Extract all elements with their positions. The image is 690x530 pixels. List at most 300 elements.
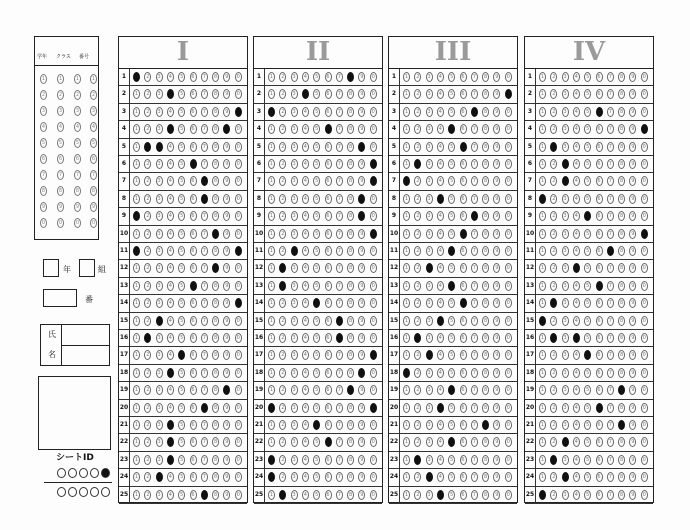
id-digit-bubble[interactable]: 0 (75, 220, 80, 226)
answer-bubble[interactable]: 2 (281, 352, 285, 359)
answer-bubble[interactable]: 4 (168, 352, 172, 359)
answer-bubble[interactable]: 2 (146, 300, 150, 307)
answer-bubble[interactable]: 2 (281, 300, 285, 307)
answer-bubble[interactable]: 2 (281, 265, 285, 272)
answer-bubble[interactable]: 9 (225, 300, 229, 307)
answer-bubble[interactable]: 3 (427, 91, 431, 98)
answer-bubble[interactable]: 8 (484, 456, 488, 463)
answer-bubble[interactable]: 5 (315, 248, 319, 254)
answer-bubble[interactable]: 6 (326, 352, 330, 359)
answer-bubble[interactable]: 9 (495, 265, 499, 272)
answer-bubble[interactable]: 6 (191, 161, 195, 167)
answer-bubble[interactable]: 7 (608, 265, 612, 272)
answer-bubble[interactable]: 4 (168, 439, 172, 446)
answer-bubble[interactable]: 4 (303, 491, 307, 498)
answer-bubble[interactable]: 9 (360, 300, 364, 307)
answer-bubble[interactable]: 8 (620, 352, 624, 359)
answer-bubble[interactable]: 7 (202, 439, 206, 446)
answer-bubble[interactable]: 1 (269, 491, 274, 498)
answer-bubble[interactable]: 7 (202, 108, 206, 115)
answer-bubble[interactable]: 0 (371, 369, 375, 376)
answer-bubble[interactable]: 6 (597, 143, 601, 150)
answer-bubble[interactable]: 7 (608, 317, 612, 324)
answer-bubble[interactable]: 0 (236, 213, 240, 220)
answer-bubble[interactable]: 4 (438, 213, 442, 220)
answer-bubble[interactable]: 0 (506, 404, 510, 411)
answer-bubble[interactable]: 7 (337, 335, 341, 341)
answer-bubble[interactable]: 2 (552, 230, 556, 237)
answer-bubble[interactable]: 3 (157, 422, 161, 428)
answer-bubble[interactable]: 9 (631, 91, 635, 98)
answer-bubble[interactable]: 6 (191, 213, 195, 220)
answer-bubble[interactable]: 3 (563, 213, 567, 220)
answer-bubble[interactable]: 1 (404, 352, 409, 359)
answer-bubble[interactable]: 1 (134, 422, 139, 428)
answer-bubble[interactable]: 7 (608, 439, 612, 446)
answer-bubble[interactable]: 5 (315, 300, 319, 307)
answer-bubble[interactable]: 7 (472, 369, 476, 376)
answer-bubble[interactable]: 6 (461, 213, 465, 220)
answer-bubble[interactable]: 4 (168, 300, 172, 307)
answer-bubble[interactable]: 8 (349, 126, 353, 133)
answer-bubble[interactable]: 8 (349, 178, 353, 185)
answer-bubble[interactable]: 5 (586, 439, 590, 446)
answer-bubble[interactable]: 2 (416, 369, 420, 376)
answer-bubble[interactable]: 6 (461, 300, 465, 307)
answer-bubble[interactable]: 8 (214, 369, 218, 376)
answer-bubble[interactable]: 5 (450, 387, 454, 394)
answer-bubble[interactable]: 9 (495, 126, 499, 133)
answer-bubble[interactable]: 3 (292, 91, 296, 98)
answer-bubble[interactable]: 2 (281, 387, 285, 394)
answer-bubble[interactable]: 5 (586, 178, 590, 185)
answer-bubble[interactable]: 0 (371, 74, 375, 80)
answer-bubble[interactable]: 3 (427, 178, 431, 185)
answer-bubble[interactable]: 5 (450, 335, 454, 341)
answer-bubble[interactable]: 0 (371, 282, 375, 289)
answer-bubble[interactable]: 9 (631, 474, 635, 481)
answer-bubble[interactable]: 2 (416, 143, 420, 150)
answer-bubble[interactable]: 7 (337, 456, 341, 463)
answer-bubble[interactable]: 0 (236, 439, 240, 446)
answer-bubble[interactable]: 8 (214, 282, 218, 289)
answer-bubble[interactable]: 1 (269, 143, 274, 150)
answer-bubble[interactable]: 9 (225, 282, 229, 289)
answer-bubble[interactable]: 7 (202, 230, 206, 237)
answer-bubble[interactable]: 6 (461, 456, 465, 463)
answer-bubble[interactable]: 0 (506, 126, 510, 133)
id-digit-bubble[interactable]: 4 (75, 124, 80, 130)
answer-bubble[interactable]: 0 (642, 230, 646, 237)
answer-bubble[interactable]: 3 (292, 195, 296, 202)
answer-bubble[interactable]: 3 (563, 195, 567, 202)
answer-bubble[interactable]: 0 (371, 352, 375, 359)
answer-bubble[interactable]: 1 (540, 230, 545, 237)
answer-bubble[interactable]: 3 (157, 439, 161, 446)
answer-bubble[interactable]: 3 (157, 474, 161, 481)
answer-bubble[interactable]: 5 (315, 161, 319, 167)
answer-bubble[interactable]: 8 (620, 108, 624, 115)
answer-bubble[interactable]: 8 (484, 178, 488, 185)
answer-bubble[interactable]: 0 (236, 143, 240, 150)
answer-bubble[interactable]: 0 (371, 248, 375, 254)
answer-bubble[interactable]: 0 (506, 491, 510, 498)
id-digit-bubble[interactable]: 9 (91, 204, 96, 210)
answer-bubble[interactable]: 5 (586, 108, 590, 115)
id-digit-bubble[interactable]: 5 (41, 140, 46, 146)
answer-bubble[interactable]: 4 (438, 178, 442, 185)
answer-bubble[interactable]: 6 (191, 352, 195, 359)
answer-bubble[interactable]: 7 (202, 195, 206, 202)
answer-bubble[interactable]: 5 (450, 352, 454, 359)
answer-bubble[interactable]: 6 (597, 422, 601, 428)
answer-bubble[interactable]: 0 (642, 248, 646, 254)
id-digit-bubble[interactable]: 5 (91, 140, 96, 146)
answer-bubble[interactable]: 8 (214, 335, 218, 341)
answer-bubble[interactable]: 1 (404, 265, 409, 272)
answer-bubble[interactable]: 2 (552, 300, 556, 307)
answer-bubble[interactable]: 3 (157, 126, 161, 133)
answer-bubble[interactable]: 6 (597, 317, 601, 324)
answer-bubble[interactable]: 4 (168, 335, 172, 341)
answer-bubble[interactable]: 1 (540, 439, 545, 446)
answer-bubble[interactable]: 7 (337, 439, 341, 446)
answer-bubble[interactable]: 7 (202, 213, 206, 220)
answer-bubble[interactable]: 0 (236, 178, 240, 185)
answer-bubble[interactable]: 5 (315, 265, 319, 272)
answer-bubble[interactable]: 9 (631, 248, 635, 254)
answer-bubble[interactable]: 4 (168, 126, 172, 133)
answer-bubble[interactable]: 1 (134, 248, 139, 254)
answer-bubble[interactable]: 3 (563, 143, 567, 150)
answer-bubble[interactable]: 8 (484, 108, 488, 115)
answer-bubble[interactable]: 1 (540, 195, 545, 202)
answer-bubble[interactable]: 3 (563, 491, 567, 498)
answer-bubble[interactable]: 3 (427, 248, 431, 254)
answer-bubble[interactable]: 1 (269, 126, 274, 133)
answer-bubble[interactable]: 4 (438, 317, 442, 324)
answer-bubble[interactable]: 6 (191, 230, 195, 237)
answer-bubble[interactable]: 6 (461, 91, 465, 98)
answer-bubble[interactable]: 1 (540, 143, 545, 150)
answer-bubble[interactable]: 3 (292, 161, 296, 167)
answer-bubble[interactable]: 7 (608, 387, 612, 394)
answer-bubble[interactable]: 9 (495, 404, 499, 411)
answer-bubble[interactable]: 6 (326, 91, 330, 98)
answer-bubble[interactable]: 7 (202, 387, 206, 394)
answer-bubble[interactable]: 1 (134, 300, 139, 307)
answer-bubble[interactable]: 8 (214, 178, 218, 185)
answer-bubble[interactable]: 3 (157, 230, 161, 237)
answer-bubble[interactable]: 3 (292, 369, 296, 376)
answer-bubble[interactable]: 0 (371, 456, 375, 463)
answer-bubble[interactable]: 3 (157, 456, 161, 463)
answer-bubble[interactable]: 1 (540, 456, 545, 463)
answer-bubble[interactable]: 9 (631, 195, 635, 202)
answer-bubble[interactable]: 6 (191, 439, 195, 446)
answer-bubble[interactable]: 4 (574, 91, 578, 98)
answer-bubble[interactable]: 0 (642, 387, 646, 394)
answer-bubble[interactable]: 4 (438, 335, 442, 341)
answer-bubble[interactable]: 8 (620, 143, 624, 150)
id-digit-bubble[interactable]: 8 (58, 188, 63, 194)
id-digit-bubble[interactable]: 1 (58, 76, 63, 82)
answer-bubble[interactable]: 0 (506, 108, 510, 115)
answer-bubble[interactable]: 8 (349, 213, 353, 220)
answer-bubble[interactable]: 8 (349, 195, 353, 202)
answer-bubble[interactable]: 3 (427, 491, 431, 498)
answer-bubble[interactable]: 7 (337, 265, 341, 272)
answer-bubble[interactable]: 7 (608, 74, 612, 80)
answer-bubble[interactable]: 9 (631, 369, 635, 376)
answer-bubble[interactable]: 3 (157, 74, 161, 80)
answer-bubble[interactable]: 7 (472, 335, 476, 341)
answer-bubble[interactable]: 5 (315, 282, 319, 289)
answer-bubble[interactable]: 1 (134, 369, 139, 376)
answer-bubble[interactable]: 9 (631, 143, 635, 150)
answer-bubble[interactable]: 7 (202, 126, 206, 133)
answer-bubble[interactable]: 1 (134, 230, 139, 237)
answer-bubble[interactable]: 4 (303, 265, 307, 272)
answer-bubble[interactable]: 2 (146, 474, 150, 481)
answer-bubble[interactable]: 4 (574, 74, 578, 80)
answer-bubble[interactable]: 4 (303, 404, 307, 411)
answer-bubble[interactable]: 8 (620, 282, 624, 289)
answer-bubble[interactable]: 0 (371, 491, 375, 498)
answer-bubble[interactable]: 3 (427, 126, 431, 133)
answer-bubble[interactable]: 0 (371, 265, 375, 272)
answer-bubble[interactable]: 9 (360, 491, 364, 498)
answer-bubble[interactable]: 9 (360, 248, 364, 254)
answer-bubble[interactable]: 7 (337, 369, 341, 376)
answer-bubble[interactable]: 5 (450, 230, 454, 237)
answer-bubble[interactable]: 9 (225, 108, 229, 115)
answer-bubble[interactable]: 1 (540, 387, 545, 394)
answer-bubble[interactable]: 4 (168, 143, 172, 150)
answer-bubble[interactable]: 1 (134, 265, 139, 272)
answer-bubble[interactable]: 6 (326, 74, 330, 80)
answer-bubble[interactable]: 1 (404, 456, 409, 463)
answer-bubble[interactable]: 7 (337, 248, 341, 254)
answer-bubble[interactable]: 7 (202, 248, 206, 254)
answer-bubble[interactable]: 4 (438, 300, 442, 307)
answer-bubble[interactable]: 5 (450, 422, 454, 428)
answer-bubble[interactable]: 8 (214, 404, 218, 411)
answer-bubble[interactable]: 1 (404, 213, 409, 220)
answer-bubble[interactable]: 9 (360, 387, 364, 394)
answer-bubble[interactable]: 2 (146, 352, 150, 359)
answer-bubble[interactable]: 7 (337, 404, 341, 411)
answer-bubble[interactable]: 2 (281, 91, 285, 98)
answer-bubble[interactable]: 7 (608, 369, 612, 376)
answer-bubble[interactable]: 8 (620, 248, 624, 254)
answer-bubble[interactable]: 4 (168, 74, 172, 80)
answer-bubble[interactable]: 0 (642, 317, 646, 324)
answer-bubble[interactable]: 9 (360, 230, 364, 237)
answer-bubble[interactable]: 4 (303, 317, 307, 324)
answer-bubble[interactable]: 8 (214, 74, 218, 80)
answer-bubble[interactable]: 5 (180, 491, 184, 498)
id-digit-bubble[interactable]: 6 (91, 156, 96, 162)
answer-bubble[interactable]: 0 (506, 248, 510, 254)
answer-bubble[interactable]: 5 (586, 474, 590, 481)
answer-bubble[interactable]: 8 (349, 265, 353, 272)
answer-bubble[interactable]: 2 (146, 404, 150, 411)
answer-bubble[interactable]: 7 (202, 143, 206, 150)
answer-bubble[interactable]: 7 (608, 178, 612, 185)
answer-bubble[interactable]: 6 (597, 491, 601, 498)
answer-bubble[interactable]: 7 (608, 491, 612, 498)
answer-bubble[interactable]: 6 (461, 195, 465, 202)
answer-bubble[interactable]: 7 (472, 230, 476, 237)
answer-bubble[interactable]: 4 (574, 422, 578, 428)
answer-bubble[interactable]: 4 (303, 91, 307, 98)
answer-bubble[interactable]: 0 (236, 230, 240, 237)
answer-bubble[interactable]: 2 (552, 317, 556, 324)
answer-bubble[interactable]: 5 (180, 456, 184, 463)
answer-bubble[interactable]: 7 (608, 230, 612, 237)
answer-bubble[interactable]: 2 (281, 335, 285, 341)
id-digit-bubble[interactable]: 9 (58, 204, 63, 210)
answer-bubble[interactable]: 9 (225, 91, 229, 98)
answer-bubble[interactable]: 9 (631, 126, 635, 133)
class-box[interactable] (79, 259, 95, 277)
answer-bubble[interactable]: 5 (180, 474, 184, 481)
answer-bubble[interactable]: 2 (552, 352, 556, 359)
answer-bubble[interactable]: 1 (134, 491, 139, 498)
answer-bubble[interactable]: 6 (597, 195, 601, 202)
answer-bubble[interactable]: 3 (563, 474, 567, 481)
answer-bubble[interactable]: 3 (157, 178, 161, 185)
answer-bubble[interactable]: 8 (214, 491, 218, 498)
answer-bubble[interactable]: 1 (134, 143, 139, 150)
answer-bubble[interactable]: 7 (337, 74, 341, 80)
answer-bubble[interactable]: 1 (540, 161, 545, 167)
answer-bubble[interactable]: 5 (450, 213, 454, 220)
answer-bubble[interactable]: 6 (326, 213, 330, 220)
answer-bubble[interactable]: 5 (586, 317, 590, 324)
answer-bubble[interactable]: 7 (608, 335, 612, 341)
answer-bubble[interactable]: 3 (563, 108, 567, 115)
id-digit-bubble[interactable]: 7 (58, 172, 63, 178)
answer-bubble[interactable]: 4 (438, 352, 442, 359)
sheet-id-bubble[interactable] (101, 468, 110, 478)
answer-bubble[interactable]: 4 (438, 265, 442, 272)
answer-bubble[interactable]: 8 (620, 91, 624, 98)
answer-bubble[interactable]: 5 (315, 213, 319, 220)
answer-bubble[interactable]: 2 (416, 282, 420, 289)
answer-bubble[interactable]: 2 (552, 178, 556, 185)
answer-bubble[interactable]: 7 (202, 456, 206, 463)
answer-bubble[interactable]: 2 (281, 369, 285, 376)
answer-bubble[interactable]: 0 (236, 352, 240, 359)
answer-bubble[interactable]: 0 (642, 161, 646, 167)
answer-bubble[interactable]: 7 (337, 108, 341, 115)
answer-bubble[interactable]: 2 (146, 108, 150, 115)
answer-bubble[interactable]: 2 (416, 161, 420, 167)
answer-bubble[interactable]: 0 (506, 352, 510, 359)
answer-bubble[interactable]: 5 (180, 91, 184, 98)
answer-bubble[interactable]: 8 (214, 91, 218, 98)
answer-bubble[interactable]: 8 (349, 108, 353, 115)
answer-bubble[interactable]: 8 (484, 491, 488, 498)
answer-bubble[interactable]: 5 (180, 265, 184, 272)
answer-bubble[interactable]: 0 (506, 230, 510, 237)
answer-bubble[interactable]: 1 (404, 474, 409, 481)
answer-bubble[interactable]: 7 (472, 74, 476, 80)
answer-bubble[interactable]: 4 (438, 74, 442, 80)
answer-bubble[interactable]: 8 (484, 352, 488, 359)
answer-bubble[interactable]: 2 (281, 161, 285, 167)
answer-bubble[interactable]: 6 (461, 265, 465, 272)
answer-bubble[interactable]: 8 (620, 300, 624, 307)
answer-bubble[interactable]: 1 (540, 108, 545, 115)
answer-bubble[interactable]: 2 (281, 317, 285, 324)
answer-bubble[interactable]: 3 (292, 456, 296, 463)
answer-bubble[interactable]: 3 (157, 352, 161, 359)
answer-bubble[interactable]: 4 (303, 126, 307, 133)
answer-bubble[interactable]: 8 (349, 317, 353, 324)
answer-bubble[interactable]: 7 (472, 213, 476, 220)
answer-bubble[interactable]: 5 (315, 404, 319, 411)
answer-bubble[interactable]: 1 (404, 248, 409, 254)
answer-bubble[interactable]: 1 (269, 352, 274, 359)
answer-bubble[interactable]: 9 (631, 404, 635, 411)
answer-bubble[interactable]: 6 (191, 456, 195, 463)
answer-bubble[interactable]: 9 (225, 404, 229, 411)
id-digit-bubble[interactable]: 0 (58, 220, 63, 226)
answer-bubble[interactable]: 6 (326, 369, 330, 376)
answer-bubble[interactable]: 4 (168, 108, 172, 115)
answer-bubble[interactable]: 6 (326, 300, 330, 307)
answer-bubble[interactable]: 7 (202, 404, 206, 411)
answer-bubble[interactable]: 9 (495, 387, 499, 394)
answer-bubble[interactable]: 5 (315, 74, 319, 80)
answer-bubble[interactable]: 5 (315, 195, 319, 202)
answer-bubble[interactable]: 9 (225, 195, 229, 202)
answer-bubble[interactable]: 4 (303, 335, 307, 341)
id-digit-bubble[interactable]: 6 (41, 156, 46, 162)
answer-bubble[interactable]: 7 (608, 352, 612, 359)
answer-bubble[interactable]: 4 (303, 108, 307, 115)
id-digit-bubble[interactable]: 9 (75, 204, 80, 210)
answer-bubble[interactable]: 3 (157, 404, 161, 411)
answer-bubble[interactable]: 2 (552, 126, 556, 133)
answer-bubble[interactable]: 3 (427, 352, 431, 359)
answer-bubble[interactable]: 5 (450, 439, 454, 446)
answer-bubble[interactable]: 9 (631, 352, 635, 359)
answer-bubble[interactable]: 4 (438, 439, 442, 446)
answer-bubble[interactable]: 0 (371, 387, 375, 394)
answer-bubble[interactable]: 4 (303, 282, 307, 289)
answer-bubble[interactable]: 5 (450, 248, 454, 254)
answer-bubble[interactable]: 1 (404, 404, 409, 411)
sheet-id-bubble[interactable] (68, 487, 77, 497)
answer-bubble[interactable]: 7 (472, 143, 476, 150)
answer-bubble[interactable]: 1 (269, 387, 274, 394)
answer-bubble[interactable]: 0 (236, 74, 240, 80)
answer-bubble[interactable]: 9 (495, 213, 499, 220)
answer-bubble[interactable]: 2 (281, 126, 285, 133)
answer-bubble[interactable]: 0 (642, 108, 646, 115)
answer-bubble[interactable]: 6 (191, 491, 195, 498)
answer-bubble[interactable]: 3 (292, 474, 296, 481)
answer-bubble[interactable]: 6 (461, 230, 465, 237)
answer-bubble[interactable]: 8 (214, 230, 218, 237)
answer-bubble[interactable]: 2 (146, 439, 150, 446)
answer-bubble[interactable]: 7 (472, 491, 476, 498)
answer-bubble[interactable]: 2 (281, 213, 285, 220)
